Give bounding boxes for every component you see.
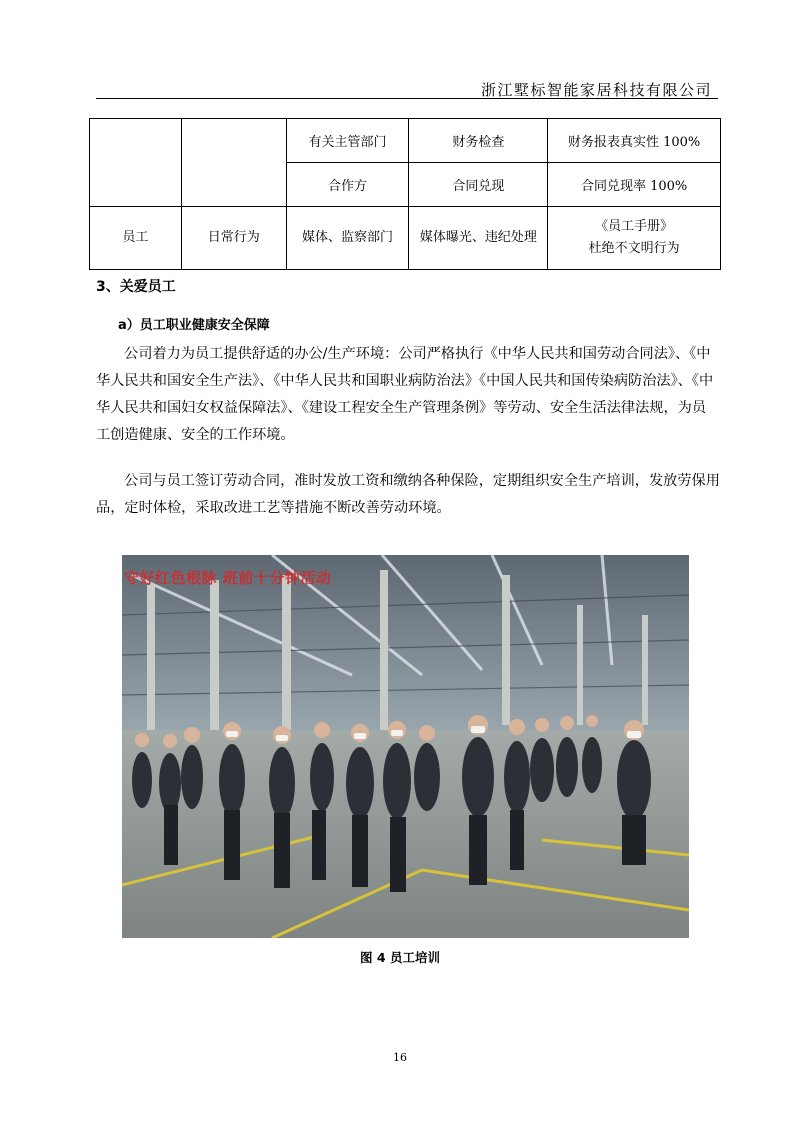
- header-rule: [96, 98, 718, 99]
- table-row: [90, 119, 721, 163]
- photo-overlay-text: 守好红色根脉 班前十分钟活动: [124, 569, 332, 587]
- table-cell-line: 《员工手册》: [595, 219, 674, 234]
- table-cell: 日常行为: [181, 207, 286, 270]
- figure-caption: 图 4 员工培训: [360, 950, 440, 965]
- section-heading: 3、关爱员工: [96, 279, 176, 295]
- employee-training-photo: [122, 555, 689, 938]
- table-cell: 媒体曝光、违纪处理: [409, 207, 548, 270]
- table-cell: 合作方: [286, 163, 409, 207]
- table-cell: [548, 207, 721, 270]
- table-cell: 财务报表真实性 100%: [548, 119, 721, 163]
- table-cell-line: 杜绝不文明行为: [588, 241, 680, 256]
- table-cell: 员工: [90, 207, 182, 270]
- subsection-heading: a）员工职业健康安全保障: [118, 318, 270, 333]
- header-company-name: 浙江墅标智能家居科技有限公司: [480, 81, 712, 99]
- table-cell: [181, 119, 286, 207]
- table-cell: 有关主管部门: [286, 119, 409, 163]
- body-paragraph: 公司着力为员工提供舒适的办公/生产环境：公司严格执行《中华人民共和国劳动合同法》、《中华人民共和国安全生产法》、《中华人民共和国职业病防治法》《中国人民共和国传染病防治法》、《中华人民共和国妇女权益保障法》、《建设工程安全生产管理条例》等劳动、安全生活法律法规，为员工创造健康、安全的工作环境。: [96, 346, 714, 443]
- table-cell: 合同兑现: [409, 163, 548, 207]
- table-cell: [90, 119, 182, 207]
- table-cell: 合同兑现率 100%: [548, 163, 721, 207]
- table-cell: 财务检查: [409, 119, 548, 163]
- body-paragraph: 公司与员工签订劳动合同，准时发放工资和缴纳各种保险，定期组织安全生产培训，发放劳保用品，定时体检，采取改进工艺等措施不断改善劳动环境。: [96, 473, 720, 516]
- table-cell: 媒体、监察部门: [286, 207, 409, 270]
- responsibility-table: [89, 118, 721, 270]
- page-number: 16: [393, 1051, 407, 1064]
- table-row: [90, 207, 721, 270]
- factory-scene-illustration: [122, 555, 689, 938]
